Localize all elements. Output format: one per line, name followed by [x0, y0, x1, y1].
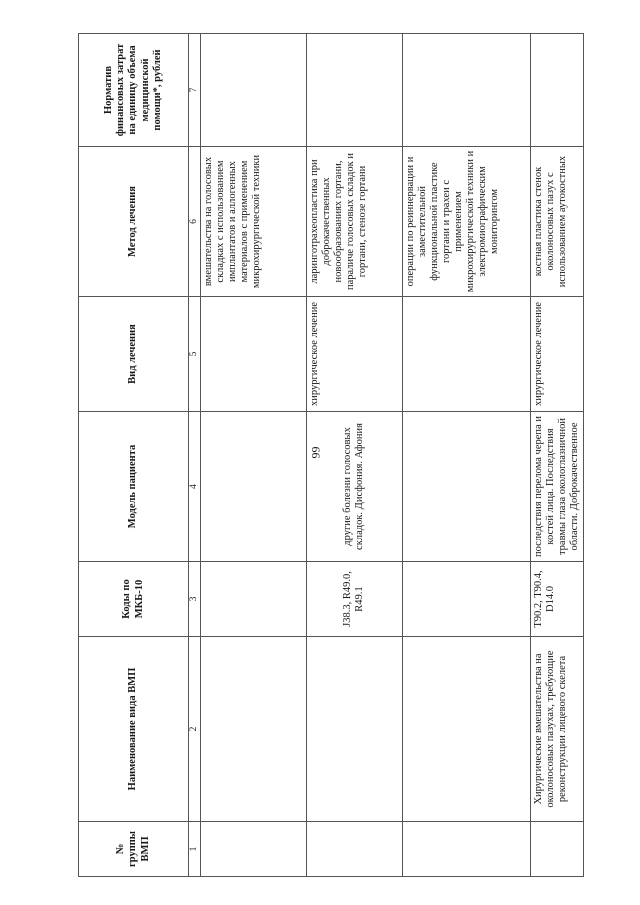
column-number-row	[189, 34, 201, 877]
cell-type	[402, 297, 530, 412]
cell-group	[402, 822, 530, 877]
cell-group	[200, 822, 306, 877]
cell-norm	[530, 34, 583, 147]
cell-codes	[402, 562, 530, 637]
header-treatment-type: Вид лечения	[79, 297, 189, 412]
cell-model	[200, 412, 306, 562]
cell-norm	[200, 34, 306, 147]
column-number: 4	[189, 412, 201, 562]
cell-method: вмешательства на голосовых складках с использованием имплантатов и аллогенных материалов с применением микрохирургической техники	[200, 147, 306, 297]
cell-model: другие болезни голосовых складок. Дисфония. Афония	[306, 412, 402, 562]
header-treatment-method: Метод лечения	[79, 147, 189, 297]
cell-codes: J38.3, R49.0, R49.1	[306, 562, 402, 637]
header-vmp-name: Наименование вида ВМП	[79, 637, 189, 822]
table-row	[530, 34, 583, 877]
header-patient-model: Модель пациента	[79, 412, 189, 562]
cell-method: костная пластика стенок околоносовых пазух с использованием аутокостных	[530, 147, 583, 297]
cell-method: операции по реиннервации и заместительной функциональной пластике гортани и трахеи с применением микрохирургической техники и электромиографическим мониторингом	[402, 147, 530, 297]
header-cost-norm: Норматив финансовых затрат на единицу объема медицинской помощи*, рублей	[79, 34, 189, 147]
table-container	[78, 34, 581, 877]
cell-method: ларинготрахеопластика при доброкачественных новообразованиях гортани, параличе голосовых складок и гортани, стенозе гортани	[306, 147, 402, 297]
cell-name: Хирургические вмешательства на околоносовых пазухах, требующие реконструкции лицевого скелета	[530, 637, 583, 822]
column-number: 5	[189, 297, 201, 412]
cell-model	[402, 412, 530, 562]
cell-name	[200, 637, 306, 822]
rotated-table-frame	[78, 34, 581, 877]
column-number: 3	[189, 562, 201, 637]
header-group-number: № группы ВМП	[79, 822, 189, 877]
table-row	[306, 34, 402, 877]
cell-norm	[402, 34, 530, 147]
cell-type: хирургическое лечение	[306, 297, 402, 412]
column-number: 7	[189, 34, 201, 147]
table-row	[200, 34, 306, 877]
cell-group	[306, 822, 402, 877]
table-row	[402, 34, 530, 877]
cell-type	[200, 297, 306, 412]
cell-type: хирургическое лечение	[530, 297, 583, 412]
cell-group	[530, 822, 583, 877]
cell-codes	[200, 562, 306, 637]
cell-name	[306, 637, 402, 822]
column-number: 6	[189, 147, 201, 297]
page-number: 99	[308, 446, 323, 459]
header-icd-codes: Коды по МКБ-10	[79, 562, 189, 637]
cell-name	[402, 637, 530, 822]
cell-model: последствия перелома черепа и костей лица. Последствия травмы глаза окологлазничной области. Доброкачественное	[530, 412, 583, 562]
cell-codes: T90.2, T90.4, D14.0	[530, 562, 583, 637]
vmp-table	[78, 33, 584, 877]
column-number: 2	[189, 637, 201, 822]
column-number: 1	[189, 822, 201, 877]
cell-norm	[306, 34, 402, 147]
header-row	[79, 34, 189, 877]
